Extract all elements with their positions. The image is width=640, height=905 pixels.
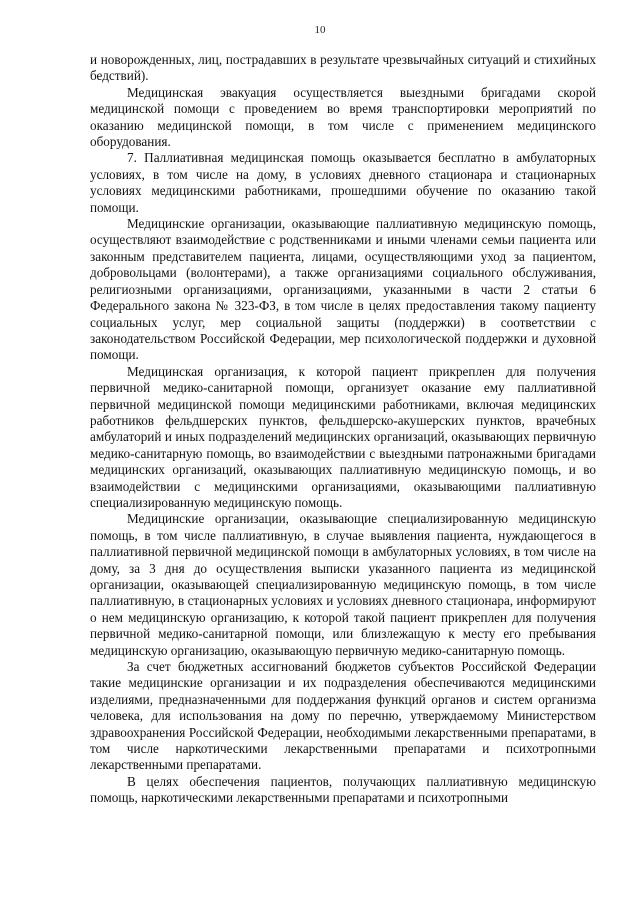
page-number: 10 <box>314 24 326 36</box>
paragraph-medical-evacuation: Медицинская эвакуация осуществляется выездными бригадами скорой медицинской помощи с проведением во время транспортировки мероприятий по оказанию медицинской помощи, в том числе с применением медицинского оборудования. <box>90 84 596 150</box>
paragraph-primary-care-organization: Медицинская организация, к которой пациент прикреплен для получения первичной медико-санитарной помощи, организует оказание ему паллиативной первичной медицинской помощи медицинскими работниками, включая медицинских работников фельдшерских пунктов, фельдшерско-акушерских пунктов, врачебных амбулаторий и иных подразделений медицинских организаций, оказывающих первичную медико-санитарную помощь, во взаимодействии с выездными патронажными бригадами медицинских организаций, оказывающих паллиативную медицинскую помощь, и во взаимодействии с медицинскими организациями, оказывающими паллиативную специализированную медицинскую помощь. <box>90 363 596 510</box>
paragraph-specialized-care-organizations: Медицинские организации, оказывающие специализированную медицинскую помощь, в том числе паллиативную, в случае выявления пациента, нуждающегося в паллиативной первичной медицинской помощи в амбулаторных условиях, в том числе на дому, за 3 дня до осуществления выписки указанного пациента из медицинской организации, оказывающей специализированную медицинскую помощь, в том числе паллиативную, в стационарных условиях и условиях дневного стационара, информируют о нем медицинскую организацию, к которой такой пациент прикреплен для получения первичной медико-санитарной помощи, или близлежащую к месту его пребывания медицинскую организацию, оказывающую первичную медико-санитарную помощь. <box>90 511 596 658</box>
paragraph-continuation: и новорожденных, лиц, пострадавших в результате чрезвычайных ситуаций и стихийных бедствий). <box>90 52 596 84</box>
paragraph-narcotic-provision: В целях обеспечения пациентов, получающих паллиативную медицинскую помощь, наркотическими лекарственными препаратами и психотропными <box>90 773 596 806</box>
paragraph-palliative-organizations-interaction: Медицинские организации, оказывающие паллиативную медицинскую помощь, осуществляют взаимодействие с родственниками и иными членами семьи пациента или законным представителем пациента, лицами, осуществляющими уход за пациентом, добровольцами (волонтерами), а также организациями социального обслуживания, религиозными организациями, организациями, указанными в части 2 статьи 6 Федерального закона № 323-ФЗ, в том числе в целях предоставления такому пациенту социальных услуг, мер социальной защиты (поддержки) в соответствии с законодательством Российской Федерации, мер психологической поддержки и духовной помощи. <box>90 216 596 363</box>
paragraph-budget-allocations: За счет бюджетных ассигнований бюджетов субъектов Российской Федерации такие медицинские организации и их подразделения обеспечиваются медицинскими изделиями, предназначенными для поддержания функций органов и систем организма человека, для использования на дому по перечню, утверждаемому Министерством здравоохранения Российской Федерации, необходимыми лекарственными препаратами, в том числе наркотическими лекарственными препаратами и психотропными лекарственными препаратами. <box>90 659 596 773</box>
document-body <box>90 52 596 807</box>
paragraph-palliative-care-item-7: 7. Паллиативная медицинская помощь оказывается бесплатно в амбулаторных условиях, в том числе на дому, в условиях дневного стационара и стационарных условиях медицинскими работниками, прошедшими обучение по оказанию такой помощи. <box>90 150 596 215</box>
